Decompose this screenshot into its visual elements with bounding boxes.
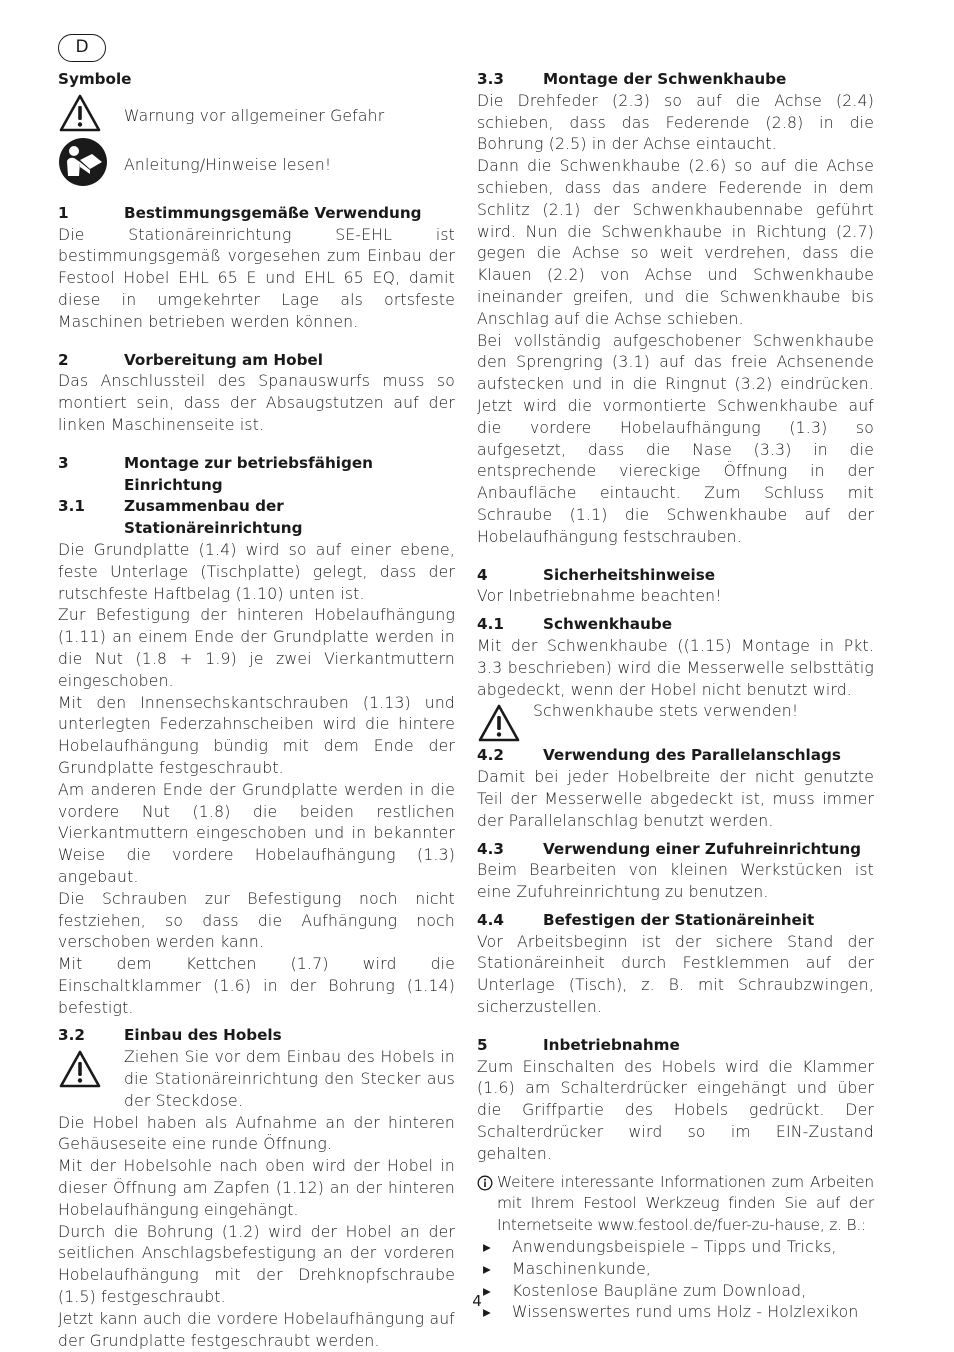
section-4-4-text: Vor Arbeitsbeginn ist der sichere Stand der Stationäreinheit durch Festklemmen auf der Unterlage (Tisch), z. B. mit Schraubzwingen, sicherzustellen. [477,932,874,1017]
section-4-3-heading: 4.3 Verwendung einer Zufuhreinrichtung [477,839,862,858]
symbol-manual-row [58,141,455,191]
info-icon [477,1172,497,1237]
section-4-1-heading: 4.1 Schwenkhaube [477,615,673,634]
section-4-3-text: Beim Bearbeiten von kleinen Werkstücken ist eine Zufuhreinrichtung zu benutzen. [477,861,874,902]
left-column [58,69,455,1352]
section-4-1-text: Mit der Schwenkhaube ((1.15) Montage in Pkt. 3.3 beschrieben) wird die Messerwelle selbsttätig abgedeckt, wenn der Hobel nicht benutzt wird. [477,636,874,699]
warning-triangle-icon [58,1047,124,1112]
read-manual-icon [58,137,124,194]
symbol-warning-label: Warnung vor allgemeiner Gefahr [124,106,385,125]
section-3-3-paragraph: Die Drehfeder (2.3) so auf die Achse (2.4) schieben, dass das Federende (2.8) in die Bohrung (2.5) in der Achse eintaucht. [477,91,874,154]
section-3-2-paragraph: Mit der Hobelsohle nach oben wird der Hobel in dieser Öffnung am Zapfen (1.12) an der hinteren Hobelaufhängung eingehängt. [58,1157,455,1219]
section-1-text: Die Stationäreinrichtung SE-EHL ist bestimmungsgemäß vorgesehen zum Einbau der Festool Hobel EHL 65 E und EHL 65 EQ, damit diese in umgekehrter Lage als ortsfeste Maschinen betrieben werden können. [58,225,455,331]
section-2-text: Das Anschlussteil des Spanauswurfs muss so montiert sein, dass der Absaugstutzen auf der linken Maschinenseite ist. [58,372,455,434]
triangle-bullet-icon: ▸ [483,1238,492,1257]
section-3-1-paragraph: Zur Befestigung der hinteren Hobelaufhängung (1.11) an einem Ende der Grundplatte werden in die Nut (1.8 + 1.9) je zwei Vierkantmuttern eingeschoben. [58,606,455,690]
symbols-heading: Symbole [58,70,132,88]
symbol-warning-row [58,95,455,139]
list-item: ▸ Anwendungsbeispiele – Tipps und Tricks, [477,1237,874,1259]
list-item: ▸ Maschinenkunde, [477,1259,874,1281]
section-4-text: Vor Inbetriebnahme beachten! [477,587,722,606]
warning-triangle-icon [58,93,124,140]
section-3-1-paragraph: Am anderen Ende der Grundplatte werden in die vordere Nut (1.8) die beiden restlichen Vierkantmuttern eingeschoben und in bekannter Weise die vordere Hobelaufhängung (1.3) angebaut. [58,780,455,886]
section-3-3-paragraph: Bei vollständig aufgeschobener Schwenkhaube den Sprengring (3.1) auf das freie Achsenende aufstecken und in die Ringnut (3.2) eindrücken. Jetzt wird die vormontierte Schwenkhaube auf die vordere Hobelaufhängung (1.3) so aufgesetzt, dass die Nase (3.3) in die entsprechende viereckige Öffnung in der Anbaufläche eintaucht. Zum Schluss mit Schraube (1.1) die Schwenkhaube auf der Hobelaufhängung festschrauben. [477,331,874,546]
section-4-2-heading: 4.2 Verwendung des Parallelanschlags [477,746,841,765]
section-3-2-heading: 3.2 Einbau des Hobels [58,1026,282,1045]
symbol-manual-label: Anleitung/Hinweise lesen! [124,155,332,174]
triangle-bullet-icon: ▸ [483,1259,492,1278]
section-4-2-text: Damit bei jeder Hobelbreite der nicht genutzte Teil der Messerwelle abgedeckt ist, muss immer der Parallelanschlag benutzt werden. [477,768,874,830]
right-column [477,69,874,1324]
info-note [477,1172,874,1237]
section-5-heading: 5 Inbetriebnahme [477,1035,680,1054]
section-3-1-paragraph: Die Grundplatte (1.4) wird so auf einer ebene, feste Unterlage (Tischplatte) gelegt, dass der rutschfeste Haftbelag (1.10) unten ist. [58,540,455,603]
language-badge: D [58,34,106,62]
section-3-3-heading: 3.3 Montage der Schwenkhaube [477,70,787,88]
section-3-2-warning-text: Ziehen Sie vor dem Einbau des Hobels in die Stationäreinrichtung den Stecker aus der Steckdose. [124,1048,455,1110]
section-5-text: Zum Einschalten des Hobels wird die Klammer (1.6) am Schalterdrücker eingehängt und über die Griffpartie des Hobels gedrückt. Der Schalterdrücker wird so im EIN-Zustand gehalten. [477,1057,874,1163]
triangle-bullet-icon: ▸ [483,1281,492,1300]
triangle-bullet-icon: ▸ [483,1303,492,1322]
section-4-1-warning [477,701,874,745]
section-3-3-paragraph: Dann die Schwenkhaube (2.6) so auf die Achse schieben, dass das andere Federende in dem Schlitz (2.1) der Schwenkhaubennabe geführt wird. Nun die Schwenkhaube in Richtung (2.7) gegen die Achse so weit verdrehen, dass die Klauen (2.2) von Achse und Schwenkhaube ineinander greifen, und die Schwenkhaube bis Anschlag auf die Achse schieben. [477,157,874,328]
section-4-heading: 4 Sicherheitshinweise [477,565,716,584]
section-3-1-heading: 3.1 Zusammenbau der Stationäreinrichtung [58,497,303,538]
section-2-heading: 2 Vorbereitung am Hobel [58,350,323,369]
section-4-4-heading: 4.4 Befestigen der Stationäreinheit [477,910,815,929]
section-3-heading: 3 Montage zur betriebsfähigen Einrichtung [58,453,373,494]
list-item: ▸ Kostenlose Baupläne zum Download, [477,1281,874,1303]
section-1-heading: 1 Bestimmungsgemäße Verwendung [58,203,422,222]
info-note-text: Weitere interessante Informationen zum Arbeiten mit Ihrem Festool Werkzeug finden Sie auf der Internetseite www.festool.de/fuer-zu-hause, z. B.: [497,1172,874,1235]
section-3-2-warning [58,1047,455,1112]
section-4-1-warning-text: Schwenkhaube stets verwenden! [533,702,799,721]
section-3-1-paragraph: Die Schrauben zur Befestigung noch nicht festziehen, so dass die Aufhängung noch verschoben werden kann. [58,889,455,952]
page-number: 4 [472,1292,482,1310]
section-3-1-paragraph: Mit dem Kettchen (1.7) wird die Einschaltklammer (1.6) in der Bohrung (1.14) befestigt. [58,955,455,1017]
section-3-1-paragraph: Mit den Innensechskantschrauben (1.13) und unterlegten Federzahnscheiben wird die hintere Hobelaufhängung bündig mit dem Ende der Grundplatte festgeschraubt. [58,693,455,777]
section-3-2-paragraph: Die Hobel haben als Aufnahme an der hinteren Gehäuseseite eine runde Öffnung. [58,1113,455,1154]
section-3-2-paragraph: Durch die Bohrung (1.2) wird der Hobel an der seitlichen Anschlagsbefestigung an der vorderen Hobelaufhängung mit der Drehknopfschraube (1.5) festgeschraubt. [58,1222,455,1307]
section-3-2-paragraph: Jetzt kann auch die vordere Hobelaufhängung auf der Grundplatte festgeschraubt werden. [58,1309,455,1350]
list-item: ▸ Wissenswertes rund ums Holz - Holzlexikon [477,1302,874,1324]
warning-triangle-icon [477,701,533,745]
info-link-list [477,1237,874,1324]
